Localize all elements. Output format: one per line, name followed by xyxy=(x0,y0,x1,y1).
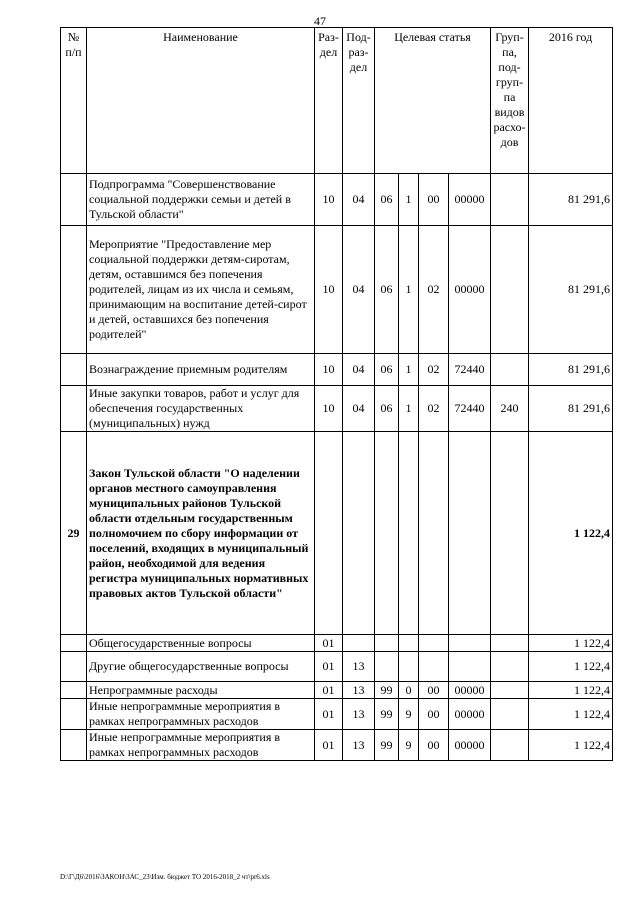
row-target-subprogram xyxy=(399,635,419,652)
row-num xyxy=(61,652,87,682)
table-row xyxy=(61,226,613,354)
row-expense-group xyxy=(491,432,529,635)
row-expense-group xyxy=(491,699,529,730)
row-section xyxy=(315,432,343,635)
row-target-activity: 02 xyxy=(419,226,449,354)
row-subsection: 13 xyxy=(343,699,375,730)
row-section: 01 xyxy=(315,730,343,761)
row-subsection xyxy=(343,432,375,635)
row-subsection: 04 xyxy=(343,174,375,226)
row-target-code xyxy=(449,635,491,652)
table-row xyxy=(61,432,613,635)
header-expense-group: Груп- па, под- груп- па видов расхо- дов xyxy=(491,28,529,174)
row-section: 01 xyxy=(315,652,343,682)
row-target-program: 06 xyxy=(375,386,399,432)
row-expense-group xyxy=(491,682,529,699)
row-expense-group: 240 xyxy=(491,386,529,432)
row-target-activity: 00 xyxy=(419,682,449,699)
table-row xyxy=(61,635,613,652)
row-target-subprogram: 0 xyxy=(399,682,419,699)
row-target-code: 00000 xyxy=(449,226,491,354)
row-name: Закон Тульской области "О наделении органов местного самоуправления муниципальных районов Тульской области отдельным государственным полномочием по сбору информации от поселений, входящих в муниципальный район, необходимой для ведения регистра муниципальных нормативных правовых актов Тульской области" xyxy=(87,432,315,635)
row-subsection: 04 xyxy=(343,354,375,386)
row-subsection: 04 xyxy=(343,386,375,432)
row-target-code: 00000 xyxy=(449,682,491,699)
header-year: 2016 год xyxy=(529,28,613,174)
table-row xyxy=(61,174,613,226)
row-num xyxy=(61,682,87,699)
table-row xyxy=(61,354,613,386)
budget-table xyxy=(60,27,613,761)
row-subsection: 04 xyxy=(343,226,375,354)
row-target-program xyxy=(375,635,399,652)
row-amount: 81 291,6 xyxy=(529,226,613,354)
row-name: Другие общегосударственные вопросы xyxy=(87,652,315,682)
row-target-subprogram: 1 xyxy=(399,386,419,432)
row-name: Иные закупки товаров, работ и услуг для обеспечения государственных (муниципальных) нужд xyxy=(87,386,315,432)
row-expense-group xyxy=(491,652,529,682)
row-num xyxy=(61,699,87,730)
row-target-program: 99 xyxy=(375,730,399,761)
row-amount: 1 122,4 xyxy=(529,699,613,730)
row-amount: 81 291,6 xyxy=(529,174,613,226)
table-header-row xyxy=(61,28,613,174)
row-target-subprogram: 9 xyxy=(399,730,419,761)
row-target-activity xyxy=(419,635,449,652)
row-amount: 1 122,4 xyxy=(529,682,613,699)
row-section: 01 xyxy=(315,635,343,652)
row-expense-group xyxy=(491,226,529,354)
row-target-activity: 02 xyxy=(419,386,449,432)
row-name: Общегосударственные вопросы xyxy=(87,635,315,652)
row-num xyxy=(61,635,87,652)
row-subsection: 13 xyxy=(343,730,375,761)
row-name: Подпрограмма "Совершенствование социальной поддержки семьи и детей в Тульской области" xyxy=(87,174,315,226)
row-section: 10 xyxy=(315,354,343,386)
row-target-code: 00000 xyxy=(449,730,491,761)
row-num xyxy=(61,354,87,386)
row-subsection xyxy=(343,635,375,652)
row-target-program xyxy=(375,432,399,635)
row-amount: 1 122,4 xyxy=(529,652,613,682)
row-target-activity xyxy=(419,432,449,635)
table-row xyxy=(61,682,613,699)
row-num xyxy=(61,386,87,432)
table-row xyxy=(61,699,613,730)
row-target-activity: 02 xyxy=(419,354,449,386)
row-num xyxy=(61,730,87,761)
row-target-activity: 00 xyxy=(419,699,449,730)
row-target-code xyxy=(449,432,491,635)
row-name: Непрограммные расходы xyxy=(87,682,315,699)
row-target-activity: 00 xyxy=(419,174,449,226)
row-target-subprogram xyxy=(399,652,419,682)
row-target-code: 72440 xyxy=(449,386,491,432)
footer-file-path: D:\Г\Д6\2016\ЗАКОН\ЗАС_23\Изм. бюджет ТО 2016-2018_2 чт\pr6.xls xyxy=(60,873,270,881)
row-subsection: 13 xyxy=(343,682,375,699)
row-target-code: 00000 xyxy=(449,699,491,730)
row-section: 10 xyxy=(315,386,343,432)
row-section: 01 xyxy=(315,699,343,730)
row-target-code xyxy=(449,652,491,682)
table-body xyxy=(61,174,613,761)
row-name: Вознаграждение приемным родителям xyxy=(87,354,315,386)
page-number: 47 xyxy=(314,14,326,28)
header-target-article: Целевая статья xyxy=(375,28,491,174)
row-section: 10 xyxy=(315,226,343,354)
header-num: № п/п xyxy=(61,28,87,174)
row-name: Мероприятие "Предоставление мер социальной поддержки детям-сиротам, детям, оставшимся без попечения родителей, лицам из их числа и семьям, принимающим на воспитание детей-сирот и детей, оставшихся без попечения родителей" xyxy=(87,226,315,354)
row-target-program xyxy=(375,652,399,682)
row-amount: 1 122,4 xyxy=(529,635,613,652)
row-expense-group xyxy=(491,635,529,652)
row-amount: 1 122,4 xyxy=(529,730,613,761)
row-target-program: 99 xyxy=(375,682,399,699)
table-row xyxy=(61,652,613,682)
row-target-program: 06 xyxy=(375,354,399,386)
row-num: 29 xyxy=(61,432,87,635)
table-row xyxy=(61,386,613,432)
row-target-subprogram xyxy=(399,432,419,635)
row-amount: 81 291,6 xyxy=(529,386,613,432)
header-section: Раз- дел xyxy=(315,28,343,174)
row-subsection: 13 xyxy=(343,652,375,682)
row-target-activity xyxy=(419,652,449,682)
table-row xyxy=(61,730,613,761)
row-target-program: 06 xyxy=(375,226,399,354)
row-section: 01 xyxy=(315,682,343,699)
row-target-subprogram: 1 xyxy=(399,226,419,354)
header-subsection: Под- раз- дел xyxy=(343,28,375,174)
row-expense-group xyxy=(491,174,529,226)
row-section: 10 xyxy=(315,174,343,226)
header-name: Наименование xyxy=(87,28,315,174)
row-expense-group xyxy=(491,730,529,761)
row-target-code: 00000 xyxy=(449,174,491,226)
row-name: Иные непрограммные мероприятия в рамках непрограммных расходов xyxy=(87,730,315,761)
row-amount: 81 291,6 xyxy=(529,354,613,386)
row-name: Иные непрограммные мероприятия в рамках непрограммных расходов xyxy=(87,699,315,730)
row-expense-group xyxy=(491,354,529,386)
row-target-subprogram: 1 xyxy=(399,174,419,226)
row-num xyxy=(61,226,87,354)
row-amount: 1 122,4 xyxy=(529,432,613,635)
row-num xyxy=(61,174,87,226)
row-target-activity: 00 xyxy=(419,730,449,761)
row-target-code: 72440 xyxy=(449,354,491,386)
row-target-subprogram: 9 xyxy=(399,699,419,730)
row-target-subprogram: 1 xyxy=(399,354,419,386)
row-target-program: 99 xyxy=(375,699,399,730)
row-target-program: 06 xyxy=(375,174,399,226)
